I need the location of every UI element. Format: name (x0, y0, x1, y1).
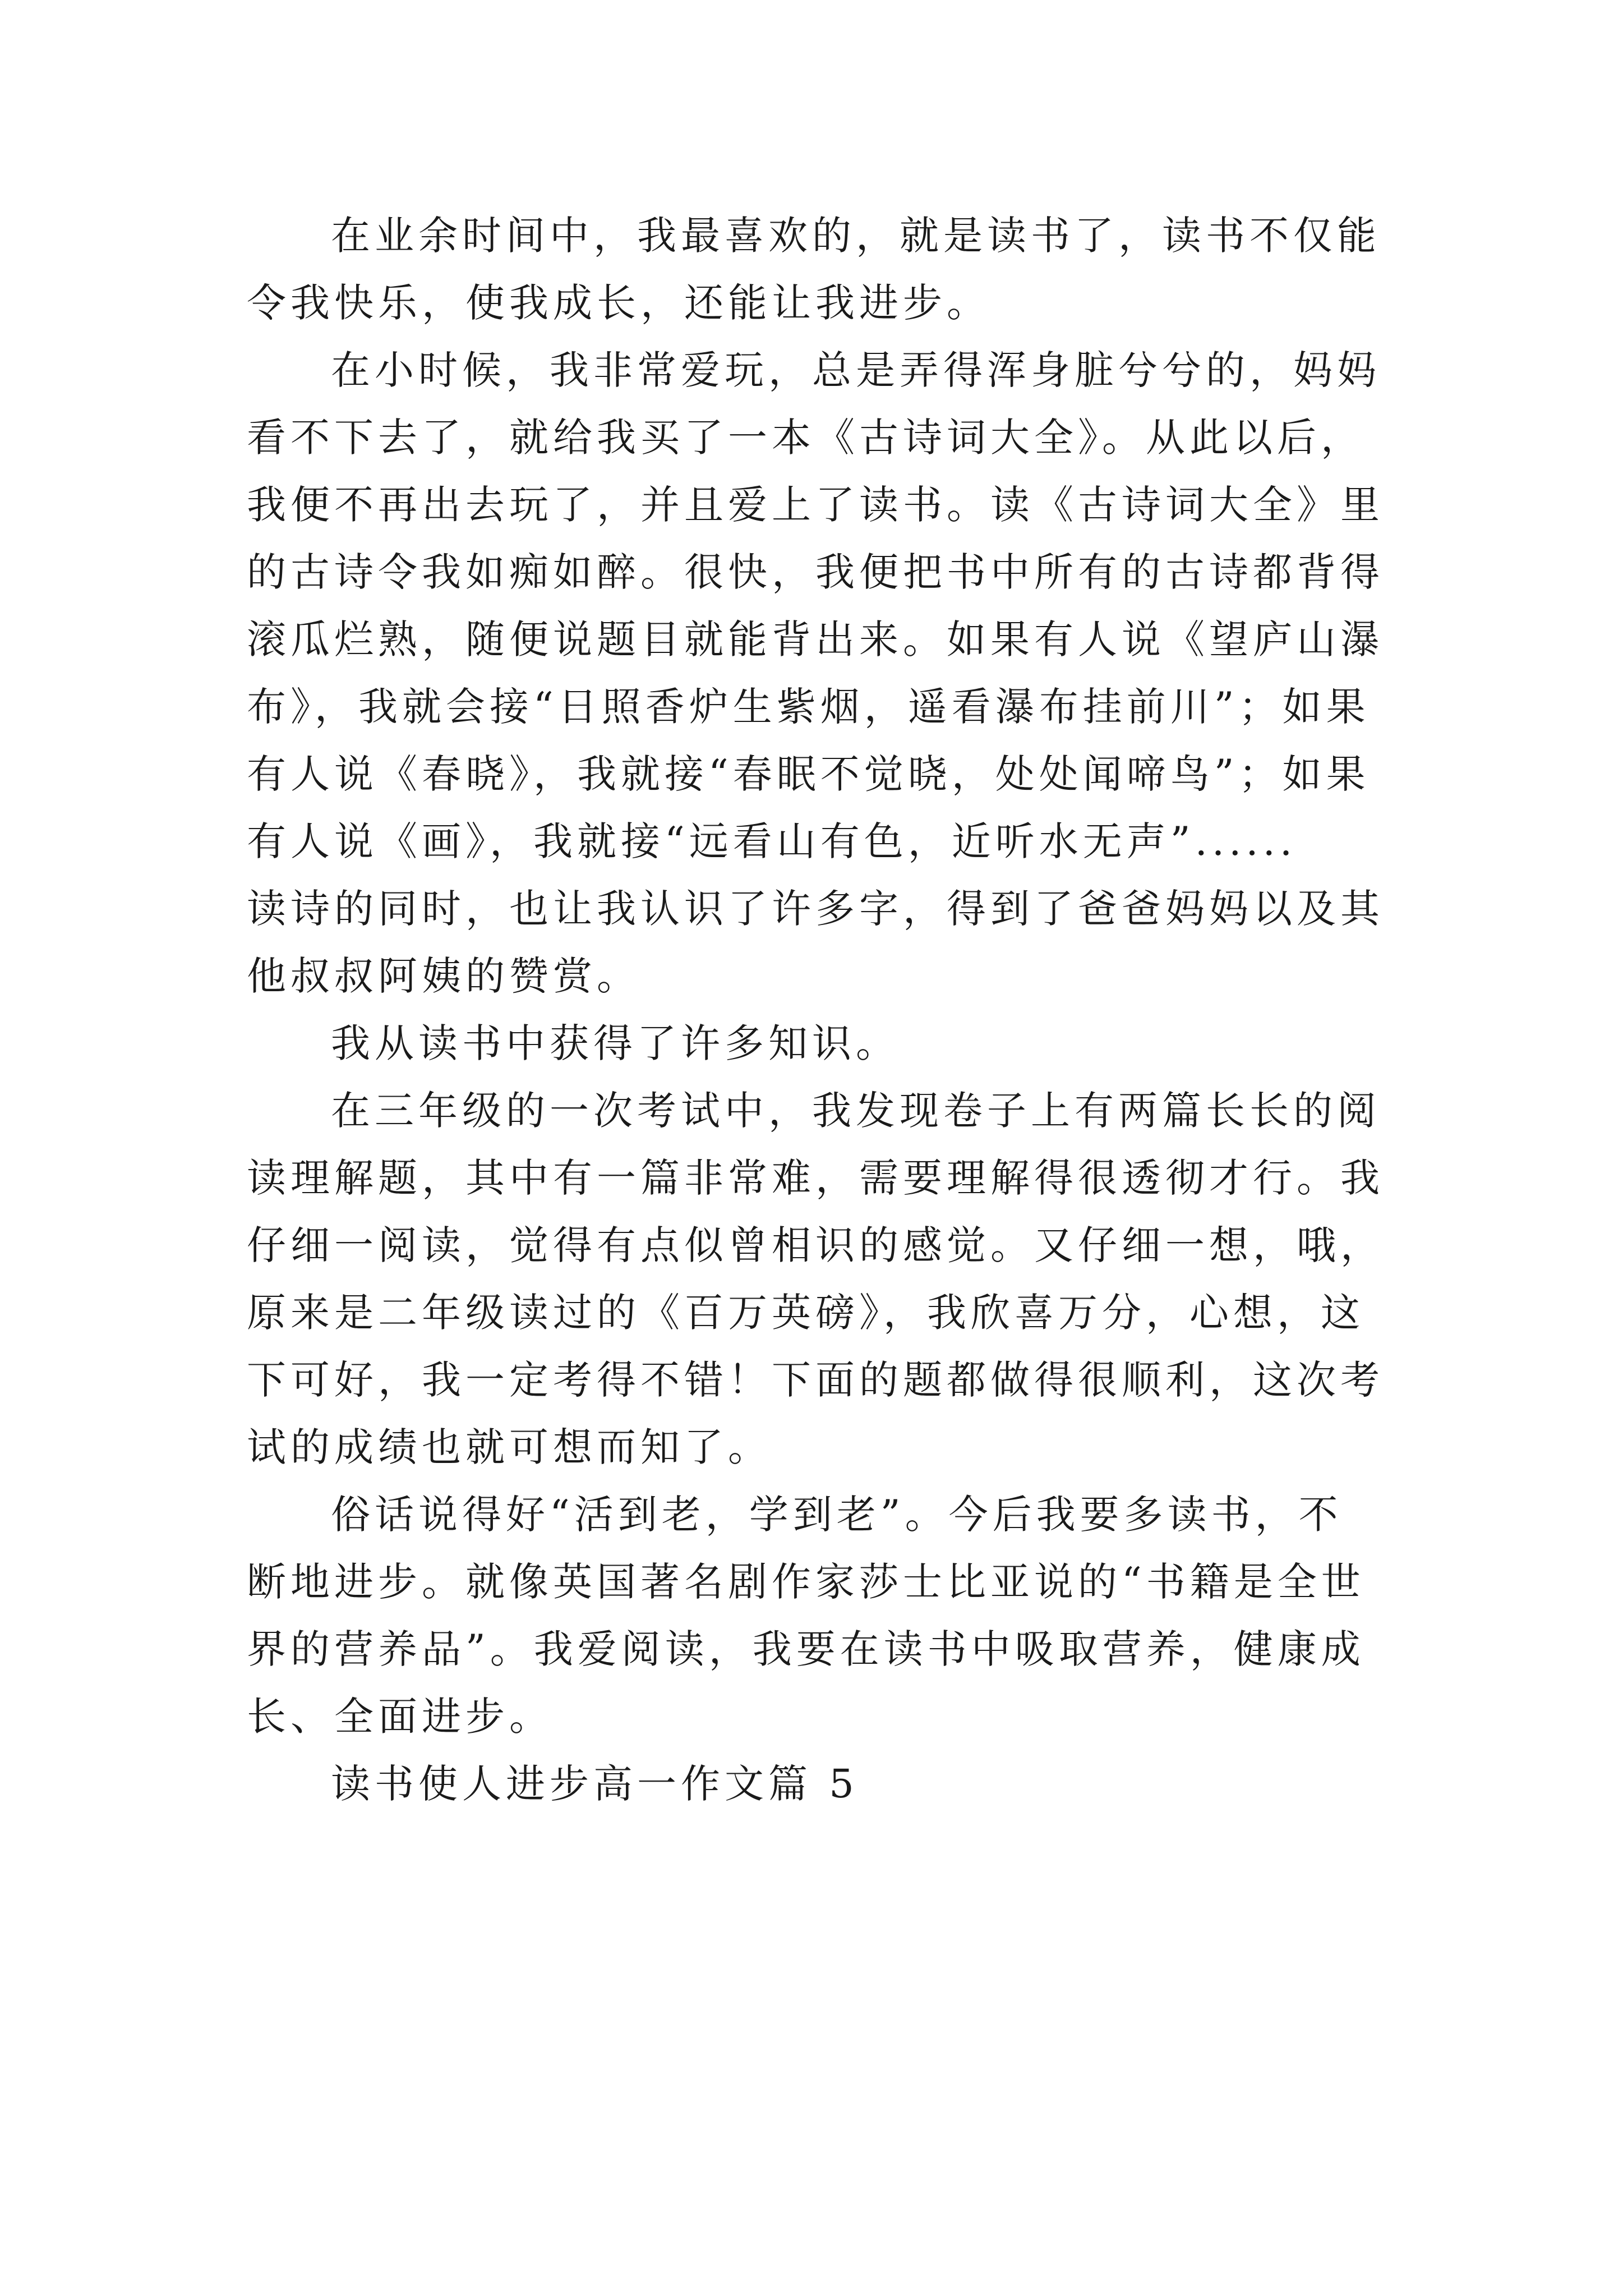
paragraph-line: 在三年级的一次考试中，我发现卷子上有两篇长长的阅 (331, 1088, 1381, 1134)
paragraph-line: 试的成绩也就可想而知了。 (247, 1424, 772, 1470)
paragraph-line: 俗话说得好“活到老，学到老”。今后我要多读书，不 (331, 1492, 1343, 1538)
paragraph-line: 仔细一阅读，觉得有点似曾相识的感觉。又仔细一想，哦， (247, 1222, 1384, 1268)
paragraph-line: 他叔叔阿姨的赞赏。 (247, 953, 640, 999)
paragraph-line: 读理解题，其中有一篇非常难，需要理解得很透彻才行。我 (247, 1155, 1384, 1201)
paragraph-line: 有人说《画》，我就接“远看山有色，近听水无声”...... (247, 818, 1297, 864)
section-heading: 读书使人进步高一作文篇 5 (331, 1761, 859, 1807)
paragraph-line: 下可好，我一定考得不错！下面的题都做得很顺利，这次考 (247, 1357, 1384, 1403)
paragraph-line: 滚瓜烂熟，随便说题目就能背出来。如果有人说《望庐山瀑 (247, 616, 1384, 662)
paragraph-line: 界的营养品”。我爱阅读，我要在读书中吸取营养，健康成 (247, 1626, 1365, 1672)
paragraph-line: 长、全面进步。 (247, 1694, 553, 1740)
paragraph-line: 布》，我就会接“日照香炉生紫烟，遥看瀑布挂前川”；如果 (247, 684, 1370, 730)
paragraph-line: 看不下去了，就给我买了一本《古诗词大全》。从此以后， (247, 415, 1364, 461)
paragraph-line: 有人说《春晓》，我就接“春眠不觉晓，处处闻啼鸟”；如果 (247, 751, 1370, 797)
paragraph-line: 在业余时间中，我最喜欢的，就是读书了，读书不仅能 (331, 213, 1381, 259)
paragraph-line: 的古诗令我如痴如醉。很快，我便把书中所有的古诗都背得 (247, 549, 1384, 595)
paragraph-line: 原来是二年级读过的《百万英磅》，我欣喜万分，心想，这 (247, 1290, 1364, 1336)
paragraph-line: 我从读书中获得了许多知识。 (331, 1020, 900, 1066)
paragraph-line: 断地进步。就像英国著名剧作家莎士比亚说的“书籍是全世 (247, 1559, 1365, 1605)
paragraph-line: 令我快乐，使我成长，还能让我进步。 (247, 280, 990, 326)
paragraph-line: 在小时候，我非常爱玩，总是弄得浑身脏兮兮的，妈妈 (331, 347, 1381, 393)
paragraph-line: 我便不再出去玩了，并且爱上了读书。读《古诗词大全》里 (247, 482, 1384, 528)
paragraph-line: 读诗的同时，也让我认识了许多字，得到了爸爸妈妈以及其 (247, 886, 1384, 932)
